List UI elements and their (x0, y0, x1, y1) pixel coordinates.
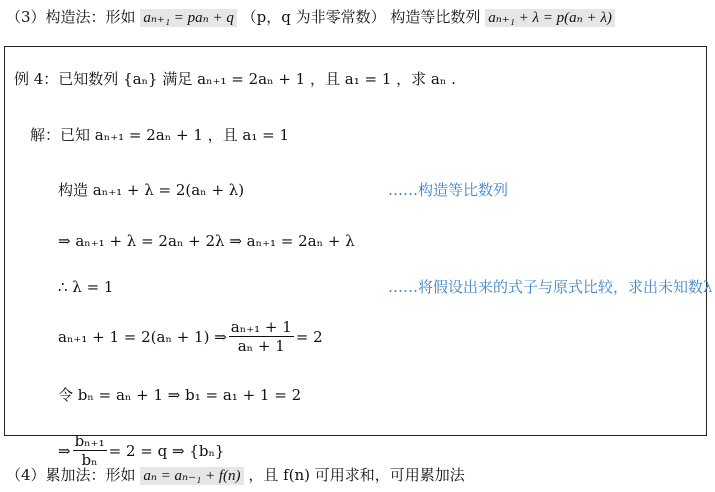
line5-denominator: aₙ + 1 (237, 337, 285, 355)
recurrence-formula: aₙ₊₁ = paₙ + q (140, 9, 237, 27)
section-4-tail: ，且 f(n) 可用求和，可用累加法 (248, 466, 465, 484)
solution-line-1: 解：已知 aₙ₊₁ = 2aₙ + 1 ，且 a₁ = 1 (30, 126, 289, 144)
line5-numerator: aₙ₊₁ + 1 (230, 318, 292, 336)
solution-line-4: ∴ λ = 1 (58, 278, 114, 296)
comment-construct-geometric: ……构造等比数列 (388, 181, 509, 199)
comment-compare-lambda: ……将假设出来的式子与原式比较，求出未知数λ (388, 278, 713, 296)
example-title: 例 4：已知数列 {aₙ} 满足 aₙ₊₁ = 2aₙ + 1 ，且 a₁ = 1 ，求 aₙ . (14, 70, 456, 88)
solution-line-5 (58, 318, 323, 355)
solution-line-3: ⇒ aₙ₊₁ + λ = 2aₙ + 2λ ⇒ aₙ₊₁ = 2aₙ + λ (58, 232, 355, 250)
line7-denominator: bₙ (81, 451, 98, 469)
section-4-label: （4）累加法：形如 (6, 466, 136, 484)
line7-left: ⇒ (58, 441, 71, 460)
line5-left: aₙ₊₁ + 1 = 2(aₙ + 1) ⇒ (58, 327, 227, 346)
line7-right: = 2 = q ⇒ {bₙ} (108, 441, 225, 460)
accumulation-formula: aₙ = aₙ₋₁ + f(n) (140, 467, 243, 485)
solution-line-6: 令 bₙ = aₙ + 1 ⇒ b₁ = a₁ + 1 = 2 (58, 386, 302, 404)
section-4-heading (6, 464, 465, 485)
section-3-condition: （p，q 为非零常数） 构造等比数列 (241, 8, 481, 26)
line5-right: = 2 (295, 327, 323, 346)
solution-line-2: 构造 aₙ₊₁ + λ = 2(aₙ + λ) (58, 181, 245, 199)
geometric-construction-formula: aₙ₊₁ + λ = p(aₙ + λ) (485, 9, 615, 27)
line5-fraction (229, 318, 294, 355)
line7-numerator: bₙ₊₁ (74, 432, 105, 450)
section-3-label: （3）构造法：形如 (6, 8, 136, 26)
section-3-heading (6, 6, 615, 27)
